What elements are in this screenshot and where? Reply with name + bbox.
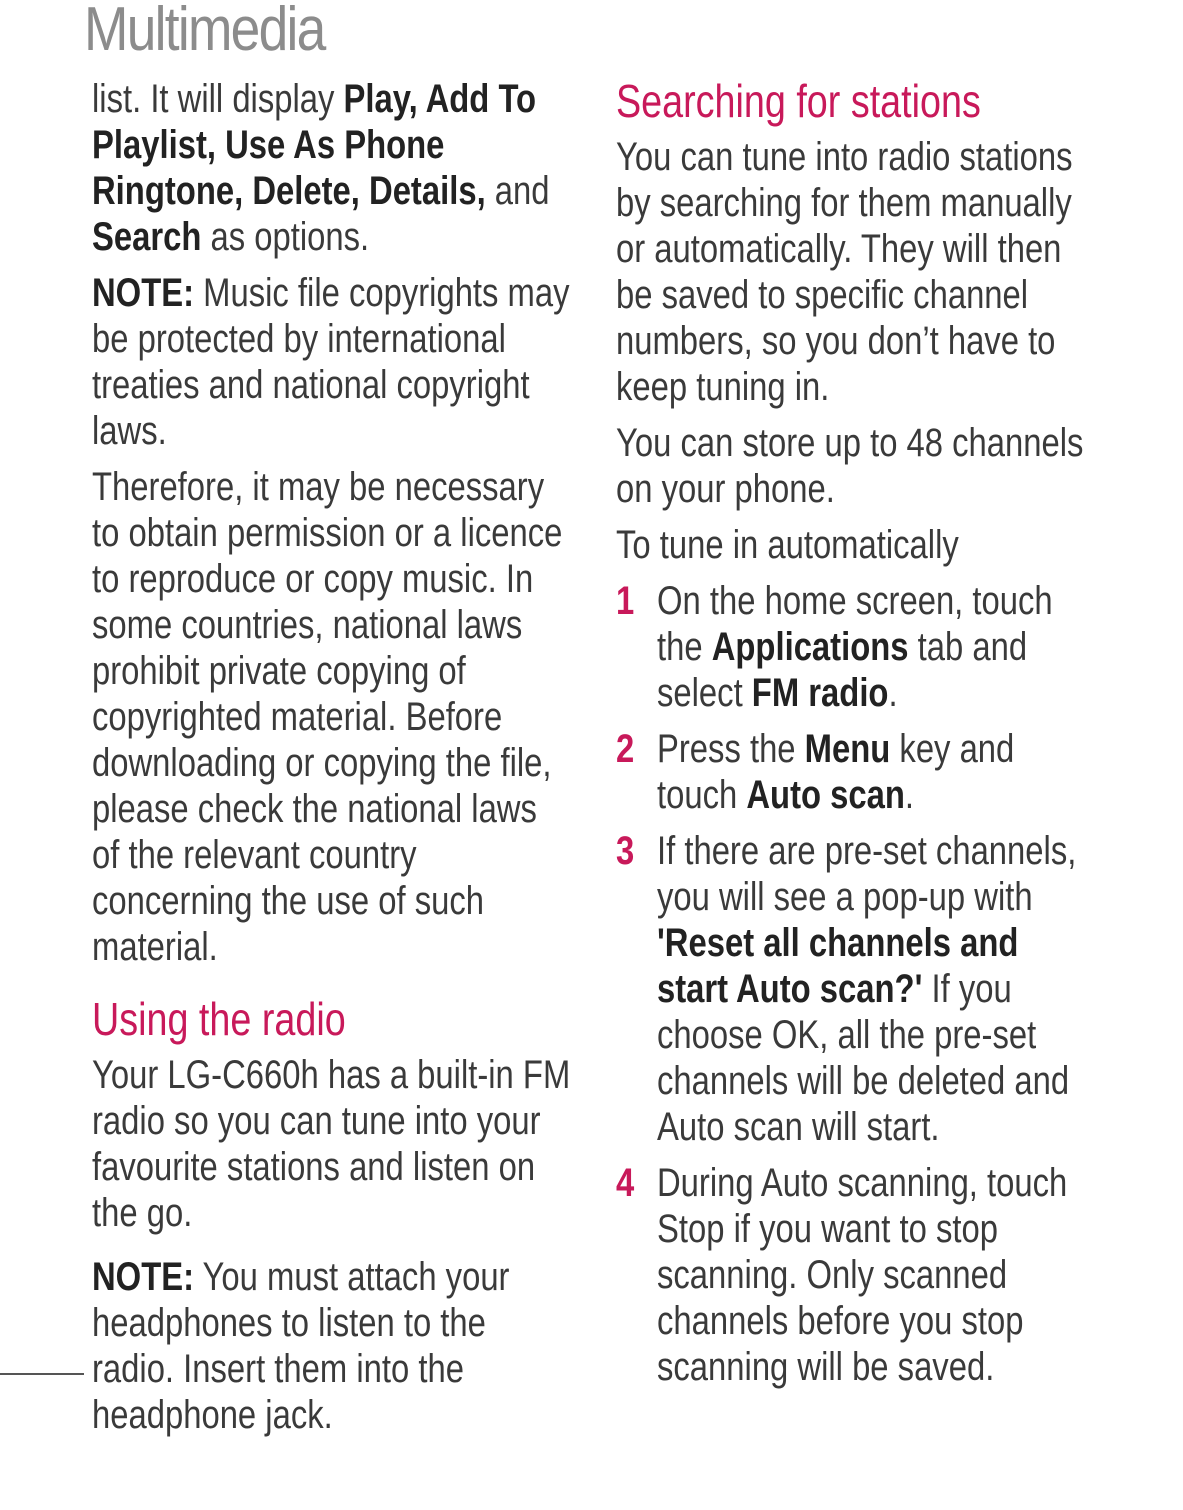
step-number: 1 <box>616 579 635 623</box>
note-text: Music file copyrights may be protected by international treaties and national copyright laws. <box>92 271 570 453</box>
text-span: list. It will display <box>92 77 344 121</box>
text-span: as options. <box>201 215 370 259</box>
list-item <box>616 578 1095 716</box>
list-item <box>616 828 1095 1150</box>
text-span: During Auto scanning, touch Stop if you want to stop scanning. Only scanned channels before you stop scanning will be saved. <box>657 1161 1068 1389</box>
display-options-paragraph <box>92 76 573 260</box>
right-column <box>616 76 1095 1400</box>
note-text: You must attach your headphones to listen to the radio. Insert them into the headphone jack. <box>92 1255 510 1437</box>
bold-options: Play, Add To Playlist, Use As Phone Ringtone, Delete, Details, <box>92 77 537 213</box>
section-title: Multimedia <box>84 0 325 64</box>
searching-stations-heading: Searching for stations <box>616 75 981 127</box>
headphones-note <box>92 1254 573 1438</box>
using-radio-heading: Using the radio <box>92 993 346 1045</box>
list-item <box>616 726 1095 818</box>
text-span: If you choose OK, all the pre-set channels will be deleted and Auto scan will start. <box>657 967 1070 1149</box>
bold-fm-radio: FM radio <box>751 671 889 715</box>
text-span: On the home screen, touch the <box>657 579 1053 669</box>
text-span: and <box>485 169 550 213</box>
radio-intro-paragraph: Your LG-C660h has a built-in FM radio so you can tune into your favourite stations and listen on the go. <box>92 1053 571 1235</box>
bold-menu: Menu <box>804 727 891 771</box>
tune-auto-label: To tune in automatically <box>616 523 959 567</box>
bold-applications: Applications <box>711 625 909 669</box>
tune-intro-paragraph: You can tune into radio stations by searching for them manually or automatically. They will then be saved to specific channel numbers, so you don’t have to keep tuning in. <box>616 135 1073 409</box>
text-span: Press the <box>657 727 805 771</box>
step-number: 4 <box>616 1161 635 1205</box>
text-span: . <box>888 671 898 715</box>
permission-paragraph: Therefore, it may be necessary to obtain permission or a licence to reproduce or copy music. In some countries, national laws prohibit private copying of copyrighted material. Before downloading or copying the file, please check the national laws of the relevant country concerning the use of such material. <box>92 465 563 969</box>
bold-reset-prompt: 'Reset all channels and start Auto scan?' <box>657 921 1019 1011</box>
note-label: NOTE: <box>92 271 195 315</box>
step-number: 2 <box>616 727 635 771</box>
bold-auto-scan: Auto scan <box>746 773 905 817</box>
copyright-note <box>92 270 573 454</box>
bold-search: Search <box>92 215 202 259</box>
text-span: . <box>904 773 915 817</box>
step-number: 3 <box>616 829 635 873</box>
text-span: tab and select <box>657 625 1028 715</box>
text-span: If there are pre-set channels, you will see a pop-up with <box>657 829 1077 919</box>
footer-divider <box>0 1373 84 1375</box>
left-column <box>92 76 573 1448</box>
text-span: key and touch <box>657 727 1015 817</box>
note-label: NOTE: <box>92 1255 195 1299</box>
list-item <box>616 1160 1095 1390</box>
auto-tune-steps <box>616 578 1095 1390</box>
store-channels-paragraph: You can store up to 48 channels on your phone. <box>616 421 1084 511</box>
